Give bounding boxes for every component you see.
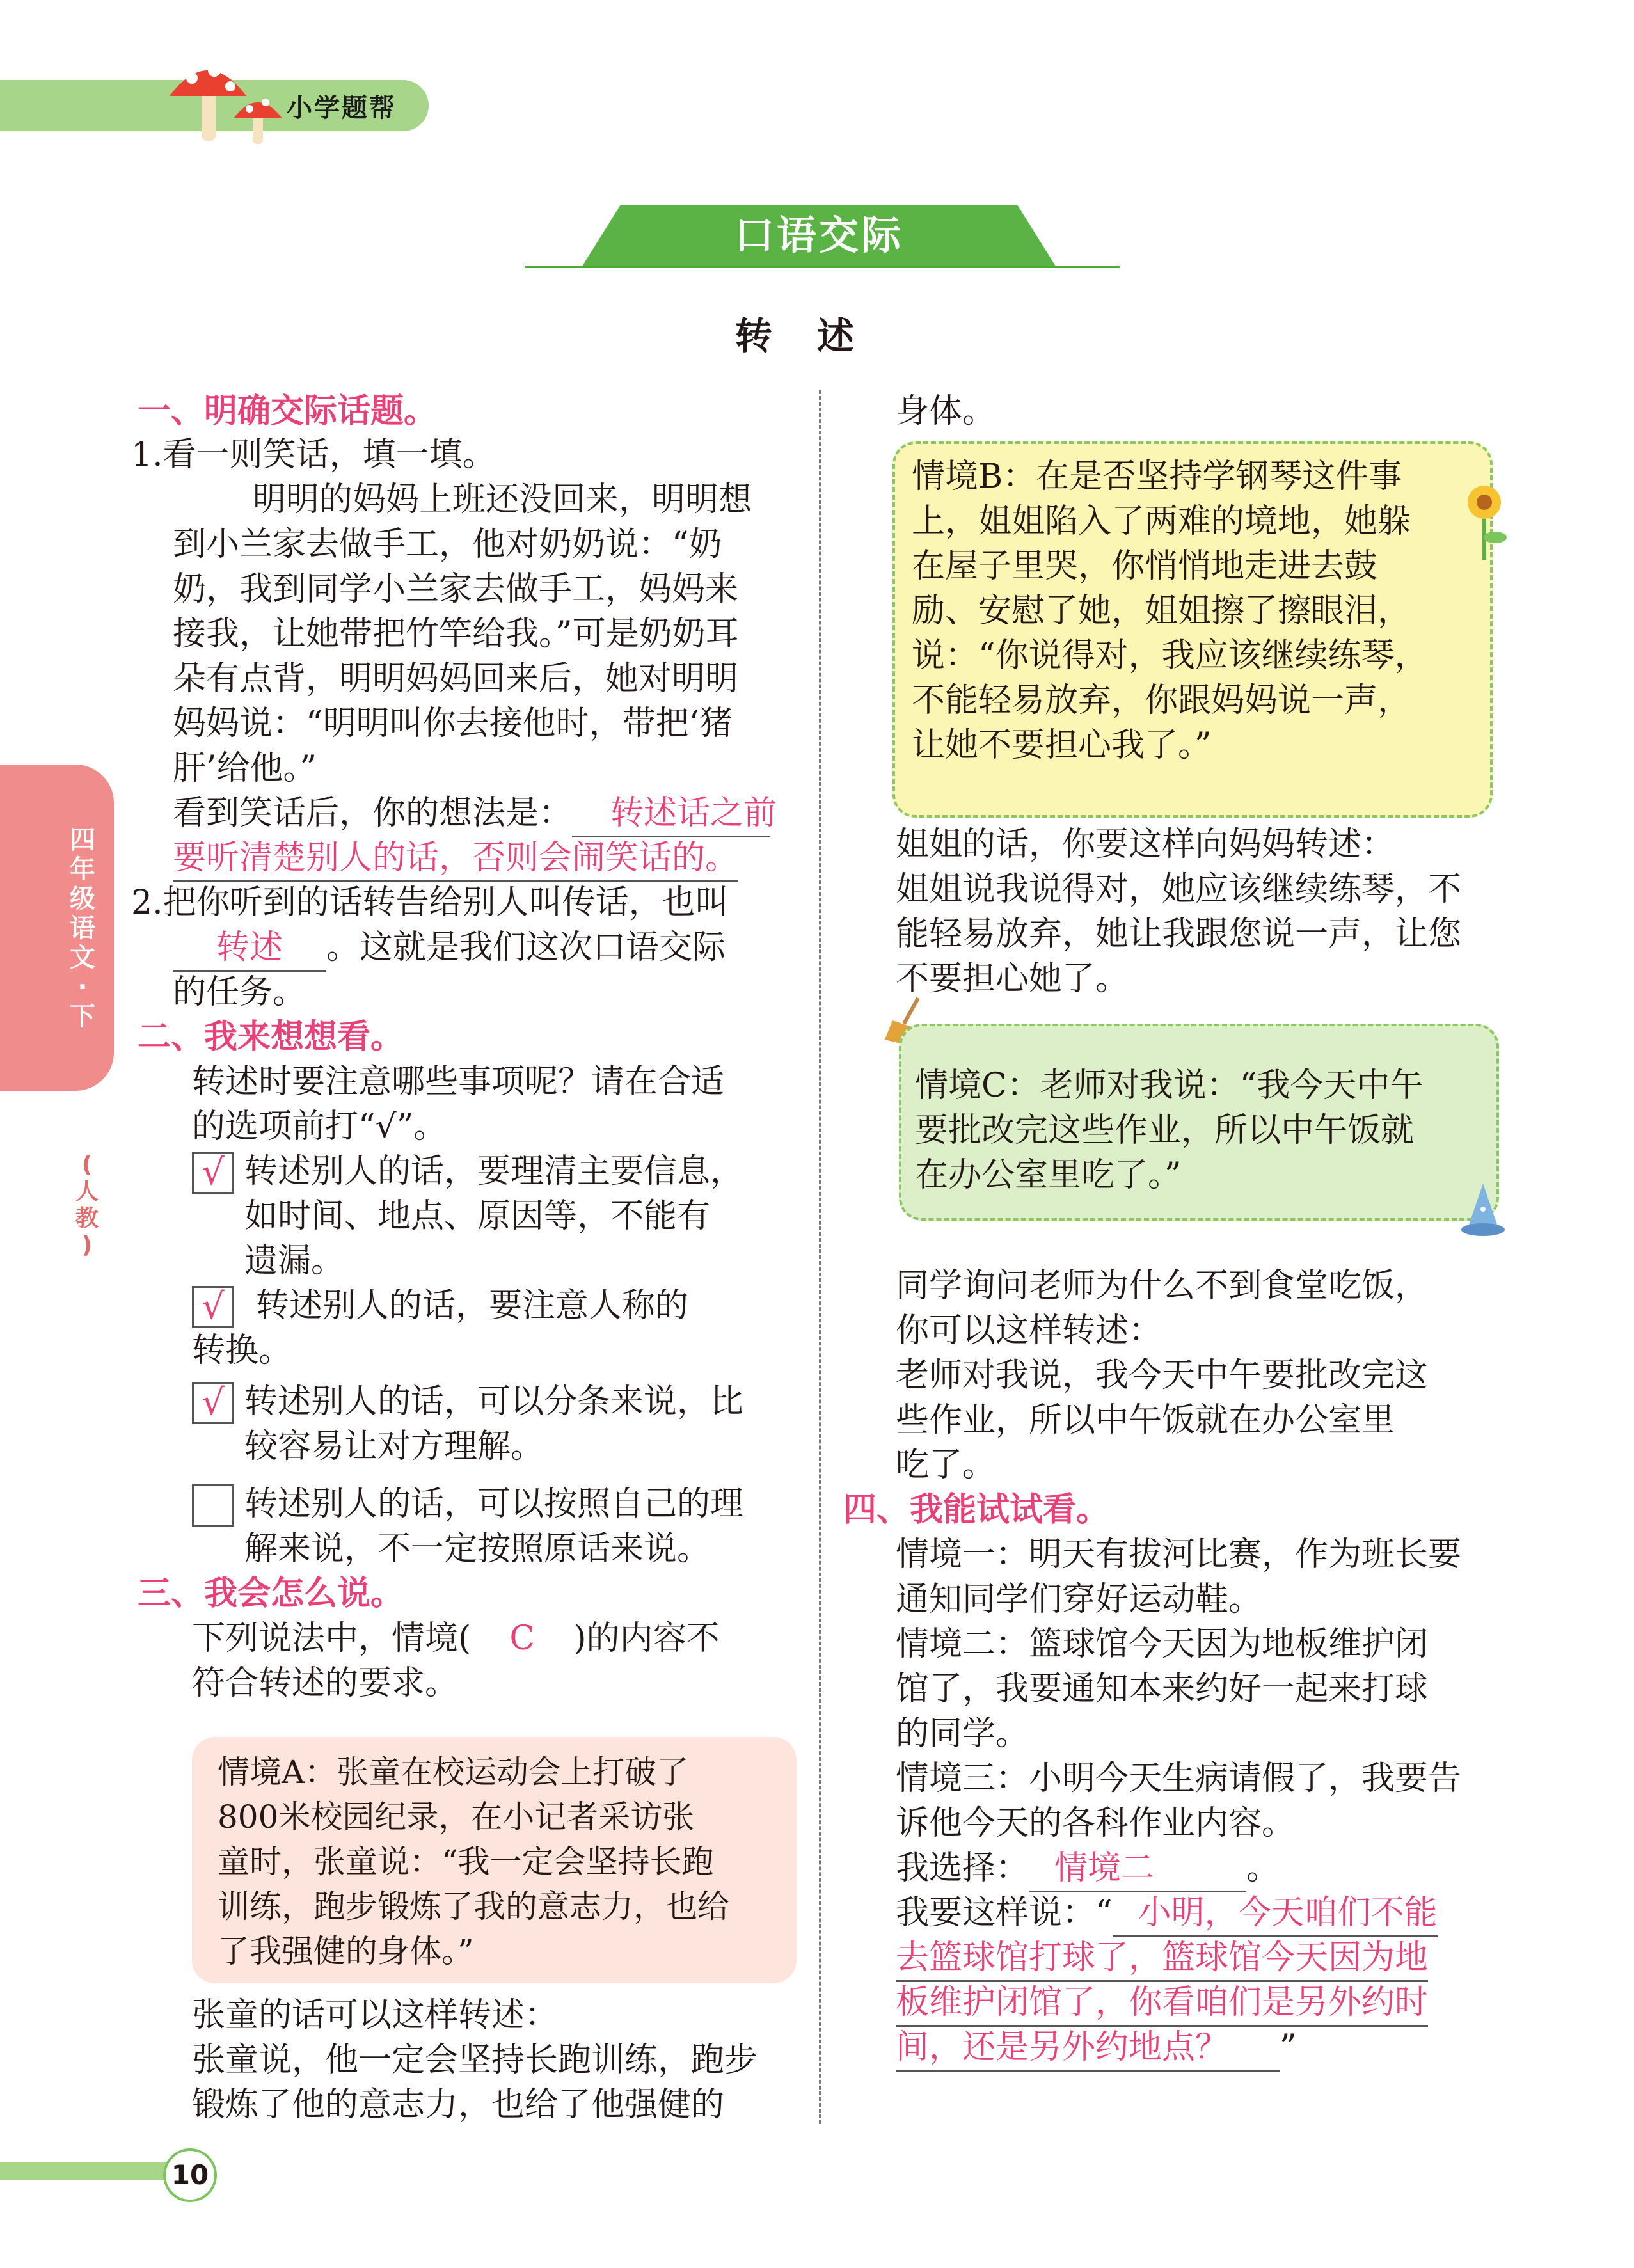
q4-line: 情境三：小明今天生病请假了，我要告 bbox=[896, 1759, 1462, 1798]
scene-a-text: 童时，张童说：“我一定会坚持长跑 bbox=[218, 1843, 714, 1880]
story-line: 肝’给他。” bbox=[173, 749, 317, 788]
side-tab-grade: 四 年 级 语 文 · 下 bbox=[70, 825, 95, 1031]
option-text: 解来说，不一定按照原话来说。 bbox=[244, 1530, 711, 1568]
story-line: 明明的妈妈上班还没回来，明明想 bbox=[253, 480, 752, 519]
scene-b-text: 在屋子里哭，你悄悄地走进去鼓 bbox=[912, 547, 1378, 585]
q4-say: 我要这样说：“ 小明，今天咱们不能 bbox=[896, 1891, 1438, 1937]
scene-b-after: 能轻易放弃，她让我跟您说一声，让您 bbox=[896, 915, 1462, 953]
answer-field[interactable]: C bbox=[509, 1619, 535, 1658]
answer-field[interactable]: 间，还是另外约地点？ bbox=[896, 2025, 1280, 2072]
answer-field[interactable]: 板维护闭馆了，你看咱们是另外约时 bbox=[896, 1980, 1428, 2027]
side-tab-edition: ( 人 教 ) bbox=[75, 1152, 99, 1258]
story-line: 奶，我到同学小兰家去做手工，妈妈来 bbox=[173, 570, 739, 608]
q1-item2: 2.把你听到的话转告给别人叫传话，也叫 bbox=[131, 884, 729, 922]
story-line: 接我，让她带把竹竿给我。”可是奶奶耳 bbox=[173, 615, 739, 653]
scene-a-after: 张童说，他一定会坚持长跑训练，跑步 bbox=[192, 2041, 758, 2079]
q4-say-end: 间，还是另外约地点？ ” bbox=[896, 2025, 1297, 2072]
option-checkbox[interactable] bbox=[192, 1484, 234, 1527]
scene-c-after: 老师对我说，我今天中午要批改完这 bbox=[896, 1356, 1429, 1395]
scene-c-text: 在办公室里吃了。” bbox=[915, 1156, 1182, 1194]
q4-line: 诉他今天的各科作业内容。 bbox=[896, 1804, 1296, 1843]
option-checkbox[interactable]: √ bbox=[192, 1152, 234, 1194]
answer-field[interactable]: 去篮球馆打球了，篮球馆今天因为地 bbox=[896, 1935, 1428, 1982]
column-divider bbox=[819, 390, 821, 2124]
option-text: 转述别人的话，可以分条来说，比 bbox=[244, 1383, 744, 1421]
q1-item1: 1.看一则笑话，填一填。 bbox=[131, 436, 496, 474]
sunflower-icon bbox=[1456, 480, 1513, 563]
option-text: 转述别人的话，要理清主要信息， bbox=[244, 1152, 744, 1191]
answer-field[interactable]: 转述话之前 bbox=[572, 791, 770, 837]
scene-b-text: 说：“你说得对，我应该继续练琴， bbox=[912, 637, 1428, 675]
scene-b-text: 上，姐姐陷入了两难的境地，她躲 bbox=[912, 502, 1411, 541]
option-text: 如时间、地点、原因等，不能有 bbox=[244, 1197, 711, 1235]
q4-line: 的同学。 bbox=[896, 1715, 1029, 1753]
q3-prompt: 符合转述的要求。 bbox=[192, 1664, 459, 1702]
scene-c-after: 吃了。 bbox=[896, 1446, 996, 1484]
scene-c-after: 你可以这样转述： bbox=[896, 1312, 1162, 1350]
story-line: 到小兰家去做手工，他对奶奶说：“奶 bbox=[173, 525, 722, 564]
scene-b-text: 情境B：在是否坚持学钢琴这件事 bbox=[912, 457, 1402, 496]
story-line: 朵有点背，明明妈妈回来后，她对明明 bbox=[173, 660, 739, 698]
q2-prompt: 转述时要注意哪些事项呢？请在合适 bbox=[192, 1063, 725, 1101]
option-text: 遗漏。 bbox=[244, 1242, 345, 1280]
option-text: 转述别人的话，可以按照自己的理 bbox=[244, 1485, 744, 1523]
q2-prompt: 的选项前打“√”。 bbox=[192, 1107, 447, 1146]
scene-a-after: 张童的话可以这样转述： bbox=[192, 1996, 559, 2034]
scene-a-text: 800米校园纪录，在小记者采访张 bbox=[218, 1798, 695, 1836]
wizard-hat-icon bbox=[1459, 1184, 1507, 1238]
scene-b-text: 让她不要担心我了。” bbox=[912, 726, 1212, 765]
scene-a-text: 训练，跑步锻炼了我的意志力，也给 bbox=[218, 1888, 729, 1925]
q1-item2-line: 转述 。这就是我们这次口语交际 bbox=[173, 925, 726, 972]
page-number: 10 bbox=[163, 2148, 217, 2202]
q1-heading: 一、明确交际话题。 bbox=[138, 392, 438, 431]
brand-label: 小学题帮 bbox=[287, 93, 397, 123]
option-checkbox[interactable]: √ bbox=[192, 1382, 234, 1424]
option-text: 转述别人的话，要注意人称的 bbox=[256, 1287, 689, 1325]
scene-b-text: 不能轻易放弃，你跟妈妈说一声， bbox=[912, 681, 1411, 720]
scene-a-text: 了我强健的身体。” bbox=[218, 1933, 474, 1970]
q4-heading: 四、我能试试看。 bbox=[843, 1491, 1110, 1529]
answer-field[interactable]: 情境二 bbox=[1029, 1846, 1246, 1892]
scene-b-after: 姐姐说我说得对，她应该继续练琴，不 bbox=[896, 870, 1462, 908]
scene-c-text: 情境C：老师对我说：“我今天中午 bbox=[915, 1067, 1424, 1105]
answer-field[interactable]: 转述 bbox=[173, 925, 326, 972]
q4-line: 情境一：明天有拔河比赛，作为班长要 bbox=[896, 1535, 1462, 1574]
option-text: 转换。 bbox=[192, 1331, 292, 1370]
scene-c-after: 同学询问老师为什么不到食堂吃饭， bbox=[896, 1267, 1429, 1305]
answer-field[interactable]: 小明，今天咱们不能 bbox=[1113, 1891, 1438, 1937]
scene-a-after: 锻炼了他的意志力，也给了他强健的 bbox=[192, 2086, 725, 2124]
q3-prompt: 下列说法中，情境( C )的内容不 bbox=[192, 1616, 720, 1661]
mushroom-icon bbox=[163, 51, 285, 147]
q4-line: 馆了，我要通知本来约好一起来打球 bbox=[896, 1670, 1429, 1708]
scene-c-text: 要批改完这些作业，所以中午饭就 bbox=[915, 1111, 1415, 1150]
q2-heading: 二、我来想想看。 bbox=[138, 1018, 404, 1056]
q4-choose: 我选择： 情境二 。 bbox=[896, 1846, 1280, 1892]
q4-line: 通知同学们穿好运动鞋。 bbox=[896, 1580, 1262, 1619]
scene-b-after: 姐姐的话，你要这样向妈妈转述： bbox=[896, 825, 1395, 864]
scene-a-text: 情境A：张童在校运动会上打破了 bbox=[218, 1754, 689, 1791]
story-line: 妈妈说：“明明叫你去接他时，带把‘猪 bbox=[173, 704, 733, 743]
q1-item2-end: 的任务。 bbox=[173, 973, 306, 1011]
q3-heading: 三、我会怎么说。 bbox=[138, 1574, 404, 1613]
option-checkbox[interactable]: √ bbox=[192, 1286, 234, 1328]
scene-c-after: 些作业，所以中午饭就在办公室里 bbox=[896, 1401, 1395, 1439]
option-text: 较容易让对方理解。 bbox=[244, 1427, 544, 1466]
scene-b-text: 励、安慰了她，姐姐擦了擦眼泪， bbox=[912, 592, 1411, 630]
page-title: 转述 bbox=[734, 314, 899, 358]
section-banner-title: 口语交际 bbox=[734, 212, 903, 258]
thought-line: 看到笑话后，你的想法是： 转述话之前 bbox=[173, 791, 770, 837]
scene-a-after: 身体。 bbox=[896, 392, 996, 431]
q4-line: 情境二：篮球馆今天因为地板维护闭 bbox=[896, 1625, 1429, 1663]
answer-field[interactable]: 要听清楚别人的话，否则会闹笑话的。 bbox=[173, 836, 738, 882]
scene-b-after: 不要担心她了。 bbox=[896, 960, 1129, 998]
